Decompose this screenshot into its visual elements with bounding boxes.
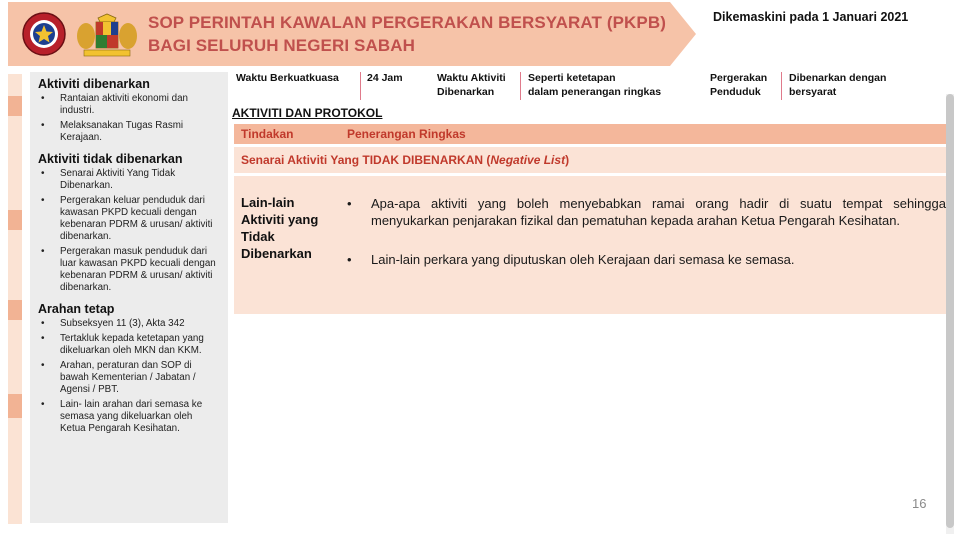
page-subtitle: BAGI SELURUH NEGERI SABAH [148,36,415,55]
negative-list-italic: Negative List [490,153,566,167]
not-allowed-title: Aktiviti tidak dibenarkan [38,152,183,166]
movement-value-line1: Dibenarkan dengan [789,72,887,84]
activity-time-label-line2: Dibenarkan [437,86,495,98]
directives-list [38,318,220,435]
list-item: • Rantaian aktiviti ekonomi dan industri. [38,93,220,117]
bullet-text: Lain-lain perkara yang diputuskan oleh Kerajaan dari semasa ke semasa. [371,252,795,267]
decor-block [8,210,22,230]
movement-value-line2: bersyarat [789,86,837,98]
table-header [234,124,946,144]
section-title: AKTIVITI DAN PROTOKOL [232,106,383,120]
movement-label-line1: Pergerakan [710,72,768,84]
scrollbar-thumb[interactable] [946,94,954,528]
hours-value: 24 Jam [367,72,403,84]
list-item: • Senarai Aktiviti Yang Tidak Dibenarkan. [38,168,220,192]
list-item: • Subseksyen 11 (3), Akta 342 [38,318,220,330]
list-item: • Lain- lain arahan dari semasa ke semasa yang dikeluarkan oleh Ketua Pengarah Kesihatan. [38,399,220,435]
updated-date: Dikemaskini pada 1 Januari 2021 [713,10,909,24]
decor-block [8,300,22,320]
malaysia-coat-of-arms-icon [74,12,140,56]
agency-emblem-icon [22,12,66,56]
negative-list-title [241,153,569,167]
row-label-line3: Tidak [241,229,275,244]
table-subheader [234,147,946,173]
negative-list-title-text: Senarai Aktiviti Yang TIDAK DIBENARKAN ( [241,153,491,167]
title-banner [8,2,696,66]
list-item: • Pergerakan keluar penduduk dari kawasan PKPD kecuali dengan kebenaran PDRM & urusan/ aktiviti dibenarkan. [38,195,220,243]
bullet-text: Apa-apa aktiviti yang boleh menyebabkan ramai orang hadir di suatu tempat sehingga menyukarkan penjarakan fizikal dan pematuhan kepada arahan Ketua Pengarah Kesihatan. [371,196,946,228]
table-row [234,176,946,314]
allowed-title: Aktiviti dibenarkan [38,77,150,91]
list-item: • Melaksanakan Tugas Rasmi Kerajaan. [38,120,220,144]
list-item: • Tertakluk kepada ketetapan yang dikeluarkan oleh MKN dan KKM. [38,333,220,357]
row-label-line4: Dibenarkan [241,246,312,261]
page-title: SOP PERINTAH KAWALAN PERGERAKAN BERSYARAT (PKPB) [148,13,666,32]
activity-time-value-line1: Seperti ketetapan [528,72,616,84]
divider [781,72,782,100]
row-label-line1: Lain-lain [241,195,295,210]
row-label-line2: Aktiviti yang [241,212,319,227]
col-header-action: Tindakan [241,127,294,141]
activity-time-value [528,71,661,99]
decor-block [8,96,22,116]
activity-time-label [437,71,506,99]
decor-strip [8,74,22,524]
left-panel [30,72,228,523]
row-label [241,194,341,262]
bullet-icon: • [347,196,352,211]
col-header-description: Penerangan Ringkas [347,127,466,141]
decor-block [8,394,22,418]
allowed-list [38,93,220,144]
movement-label [710,71,767,99]
directives-title: Arahan tetap [38,302,115,316]
activity-time-label-line1: Waktu Aktiviti [437,72,506,84]
not-allowed-list [38,168,220,294]
negative-list-title-end: ) [565,153,570,167]
list-item: • Arahan, peraturan dan SOP di bawah Kementerian / Jabatan / Agensi / PBT. [38,360,220,396]
divider [520,72,521,100]
movement-value [789,71,886,99]
bullet-icon: • [347,252,352,267]
movement-label-line2: Penduduk [710,86,761,98]
page-number: 16 [912,496,927,511]
list-item: • Pergerakan masuk penduduk dari luar kawasan PKPD kecuali dengan kebenaran PDRM & urusan/ aktiviti dibenarkan. [38,246,220,294]
activity-time-value-line2: dalam penerangan ringkas [528,86,662,98]
divider [360,72,361,100]
hours-label: Waktu Berkuatkuasa [236,72,339,84]
